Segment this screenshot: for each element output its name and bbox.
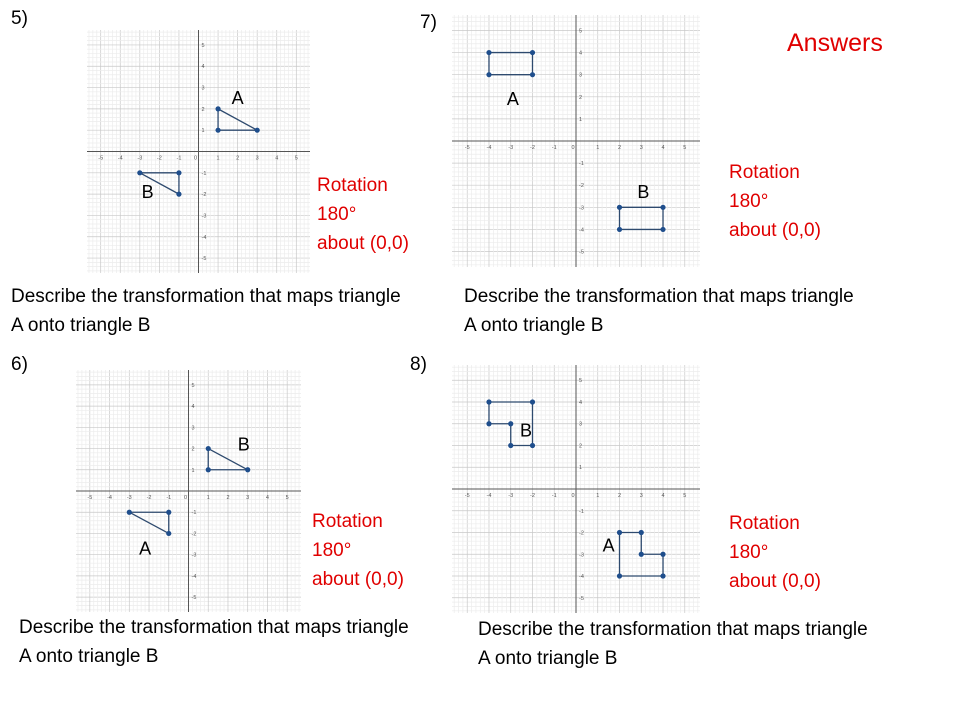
x-tick-label: -1 — [176, 155, 182, 162]
x-tick-label: 5 — [683, 145, 687, 151]
answer-line: 180° — [317, 204, 357, 225]
x-tick-label: -5 — [464, 493, 470, 499]
shape-label-b: B — [519, 420, 532, 441]
y-tick-label: 2 — [579, 94, 583, 101]
y-tick-label: -4 — [579, 574, 584, 581]
vertex-point — [530, 50, 535, 55]
x-tick-label: 5 — [683, 493, 687, 499]
x-tick-label: -3 — [508, 493, 514, 499]
answers-title: Answers — [787, 29, 883, 57]
x-tick-label: 2 — [226, 495, 230, 501]
answer-q6 — [312, 507, 404, 594]
x-tick-label: -4 — [117, 155, 123, 162]
x-tick-label: 3 — [246, 495, 250, 501]
answer-q5 — [317, 171, 409, 258]
vertex-point — [508, 443, 513, 448]
vertex-point — [486, 421, 491, 426]
answer-q7 — [729, 158, 821, 245]
shape-label-a: A — [231, 88, 244, 109]
question-number-8: 8) — [410, 354, 427, 375]
answer-line: about (0,0) — [729, 571, 821, 592]
x-tick-label: 1 — [596, 493, 600, 499]
x-tick-label: -5 — [464, 145, 470, 151]
y-tick-label: 3 — [579, 72, 583, 79]
y-tick-label: 1 — [579, 116, 583, 123]
y-tick-label: 5 — [191, 382, 195, 389]
vertex-point — [486, 50, 491, 55]
x-tick-label: 1 — [206, 495, 210, 501]
answer-line: about (0,0) — [317, 233, 409, 254]
y-tick-label: 3 — [579, 421, 583, 428]
shape-label-b: B — [237, 434, 250, 455]
y-tick-label: 4 — [579, 399, 583, 406]
y-tick-label: -3 — [191, 552, 197, 559]
answer-line: about (0,0) — [729, 220, 821, 241]
x-tick-label: -5 — [98, 155, 104, 162]
vertex-point — [176, 170, 181, 175]
answer-line: 180° — [729, 542, 769, 563]
x-tick-label: 1 — [596, 145, 600, 151]
vertex-point — [617, 530, 622, 535]
x-tick-label: -1 — [166, 495, 172, 501]
y-tick-label: -1 — [579, 508, 584, 515]
y-tick-label: 1 — [191, 467, 195, 474]
y-tick-label: 5 — [579, 378, 583, 385]
x-tick-label: -3 — [137, 155, 143, 162]
x-tick-label: -4 — [486, 493, 492, 499]
y-tick-label: 5 — [201, 42, 205, 49]
x-tick-label: 4 — [265, 495, 269, 501]
shape-label-a: A — [139, 538, 152, 559]
vertex-point — [486, 399, 491, 404]
answer-line: Rotation — [729, 513, 800, 534]
describe-text-q8: Describe the transformation that maps triangle A onto triangle B — [478, 619, 868, 669]
y-tick-label: -4 — [201, 234, 207, 241]
vertex-point — [530, 399, 535, 404]
question-number-5: 5) — [11, 8, 28, 29]
x-tick-label: 1 — [216, 155, 220, 162]
vertex-point — [660, 205, 665, 210]
vertex-point — [255, 128, 260, 133]
x-tick-label: -4 — [486, 145, 492, 151]
y-tick-label: 4 — [201, 64, 205, 71]
x-tick-label: -1 — [551, 493, 557, 499]
x-tick-label: -5 — [87, 495, 93, 501]
y-tick-label: -3 — [579, 552, 584, 559]
shape-label-a: A — [602, 535, 615, 556]
y-tick-label: -5 — [191, 595, 197, 602]
describe-text-q7: Describe the transformation that maps triangle A onto triangle B — [464, 286, 854, 336]
y-tick-label: -3 — [201, 213, 207, 220]
describe-text-q6: Describe the transformation that maps triangle A onto triangle B — [19, 617, 409, 667]
x-tick-label: -2 — [530, 493, 535, 499]
y-tick-label: 2 — [191, 446, 195, 453]
vertex-point — [215, 106, 220, 111]
x-tick-label: -2 — [156, 155, 162, 162]
y-tick-label: 4 — [191, 404, 195, 411]
x-tick-label: 2 — [236, 155, 240, 162]
answer-line: about (0,0) — [312, 569, 404, 590]
vertex-point — [617, 205, 622, 210]
y-tick-label: 1 — [579, 465, 583, 472]
y-tick-label: 1 — [201, 128, 205, 135]
y-tick-label: -1 — [191, 510, 197, 517]
shape-label-a: A — [506, 89, 519, 109]
y-tick-label: -5 — [201, 256, 207, 263]
x-tick-label: 2 — [617, 493, 622, 499]
y-tick-label: -2 — [579, 183, 584, 190]
describe-text-q5: Describe the transformation that maps triangle A onto triangle B — [11, 286, 401, 336]
vertex-point — [660, 573, 665, 578]
y-tick-label: 5 — [579, 28, 583, 35]
question-number-7: 7) — [420, 12, 437, 33]
vertex-point — [166, 510, 171, 515]
y-tick-label: -2 — [579, 530, 584, 537]
y-tick-label: -3 — [579, 205, 584, 212]
x-tick-label: -3 — [126, 495, 132, 501]
x-tick-label: 0 — [193, 155, 198, 162]
x-tick-label: 5 — [285, 495, 289, 501]
vertex-point — [530, 443, 535, 448]
y-tick-label: 2 — [579, 443, 583, 450]
y-tick-label: -2 — [201, 192, 207, 199]
coordinate-grid-q6 — [76, 370, 301, 612]
y-tick-label: 3 — [201, 85, 205, 92]
vertex-point — [660, 227, 665, 232]
vertex-point — [206, 467, 211, 472]
vertex-point — [176, 192, 181, 197]
y-tick-label: 3 — [191, 425, 195, 432]
vertex-point — [639, 530, 644, 535]
answer-line: Rotation — [729, 162, 800, 183]
shape-label-b: B — [637, 181, 650, 202]
y-tick-label: -1 — [201, 170, 207, 177]
coordinate-grid-q8 — [452, 365, 700, 613]
coordinate-grid-q5 — [87, 30, 310, 273]
y-tick-label: -5 — [579, 595, 584, 602]
y-tick-label: -2 — [191, 531, 197, 538]
x-tick-label: 4 — [661, 145, 665, 151]
y-tick-label: -4 — [191, 573, 197, 580]
answer-line: 180° — [729, 191, 769, 212]
y-tick-label: -5 — [579, 249, 584, 256]
x-tick-label: 0 — [183, 495, 188, 501]
vertex-point — [508, 421, 513, 426]
answer-line: Rotation — [317, 175, 388, 196]
x-tick-label: -1 — [551, 145, 557, 151]
y-tick-label: 4 — [579, 50, 583, 57]
vertex-point — [486, 72, 491, 77]
x-tick-label: 3 — [639, 145, 643, 151]
vertex-point — [137, 170, 142, 175]
x-tick-label: 0 — [571, 145, 575, 151]
y-tick-label: -1 — [579, 161, 584, 168]
y-tick-label: -4 — [579, 227, 584, 234]
x-tick-label: 0 — [571, 493, 575, 499]
answer-q8 — [729, 509, 821, 596]
vertex-point — [639, 552, 644, 557]
shape-label-b: B — [141, 182, 154, 202]
vertex-point — [245, 467, 250, 472]
x-tick-label: 4 — [275, 155, 279, 162]
x-tick-label: 3 — [255, 155, 259, 162]
x-tick-label: -2 — [530, 145, 535, 151]
vertex-point — [206, 446, 211, 451]
x-tick-label: 3 — [639, 493, 643, 499]
vertex-point — [617, 227, 622, 232]
answer-line: Rotation — [312, 511, 383, 532]
vertex-point — [660, 552, 665, 557]
coordinate-grid-q7 — [452, 15, 700, 267]
x-tick-label: 5 — [294, 155, 298, 162]
vertex-point — [215, 128, 220, 133]
vertex-point — [617, 573, 622, 578]
vertex-point — [166, 531, 171, 536]
x-tick-label: -3 — [508, 145, 514, 151]
x-tick-label: -2 — [146, 495, 152, 501]
y-tick-label: 2 — [201, 106, 205, 113]
question-number-6: 6) — [11, 354, 28, 375]
vertex-point — [127, 510, 132, 515]
answer-line: 180° — [312, 540, 352, 561]
x-tick-label: 4 — [661, 493, 665, 499]
vertex-point — [530, 72, 535, 77]
x-tick-label: -4 — [107, 495, 112, 501]
x-tick-label: 2 — [617, 145, 622, 151]
